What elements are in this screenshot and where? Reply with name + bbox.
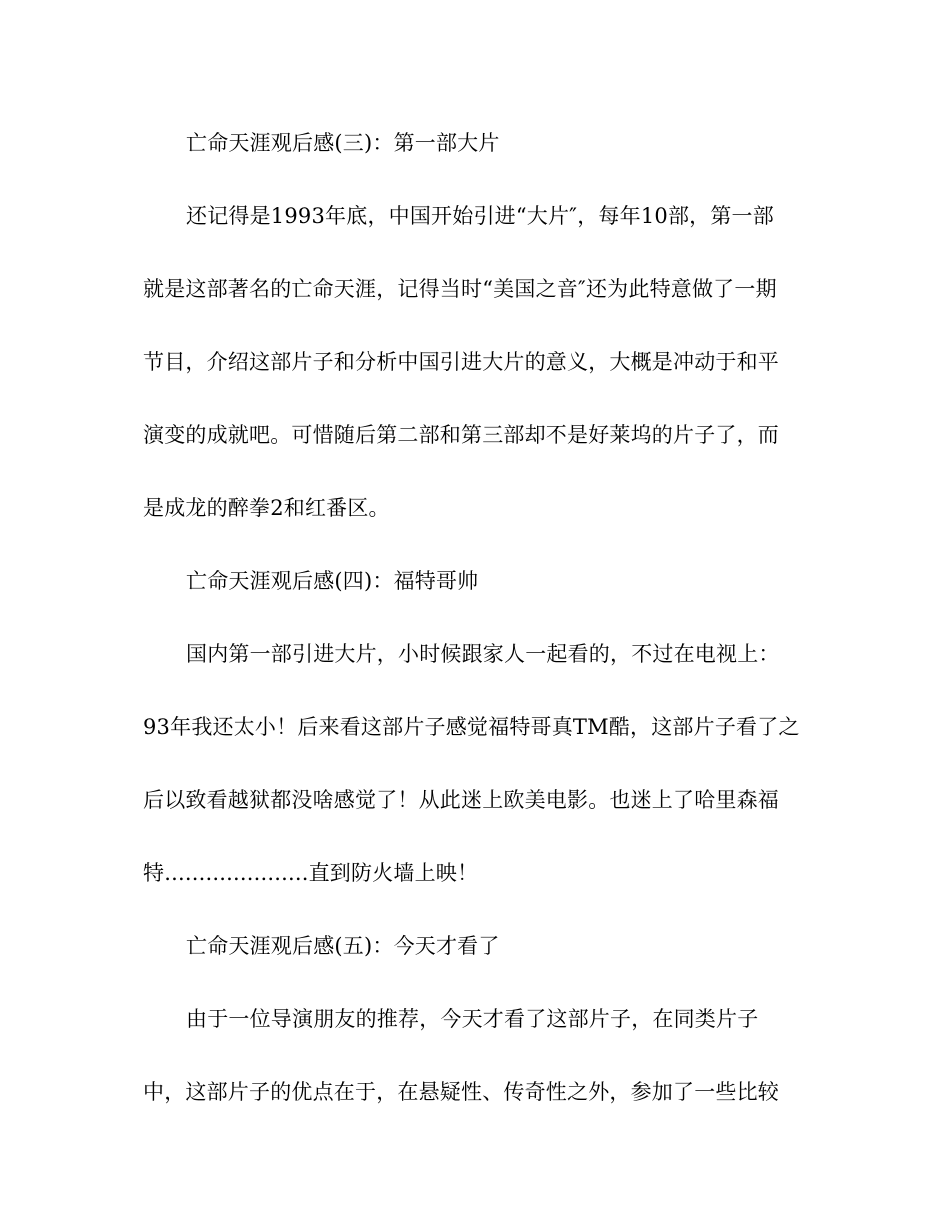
paragraph-line: 国内第一部引进大片，小时候跟家人一起看的，不过在电视上： [186,642,780,666]
paragraph-line: 93年我还太小！后来看这部片子感觉福特哥真TM酷，这部片子看了之 [143,715,800,739]
paragraph-line: 节目，介绍这部片子和分析中国引进大片的意义，大概是冲动于和平 [143,350,779,374]
paragraph-line: 中，这部片子的优点在于，在悬疑性、传奇性之外，参加了一些比较 [143,1080,779,1104]
paragraph-line: 由于一位导演朋友的推荐，今天才看了这部片子，在同类片子 [186,1007,759,1031]
paragraph-line: 是成龙的醉拳2和红番区。 [143,496,390,520]
paragraph-line: 后以致看越狱都没啥感觉了！从此迷上欧美电影。也迷上了哈里森福 [143,788,779,812]
section-heading-4: 亡命天涯观后感(四)：福特哥帅 [186,569,479,593]
paragraph-line: 就是这部著名的亡命天涯，记得当时“美国之音″还为此特意做了一期 [143,277,777,301]
paragraph-line: 还记得是1993年底，中国开始引进“大片″，每年10部，第一部 [186,204,774,228]
paragraph-line: 演变的成就吧。可惜随后第二部和第三部却不是好莱坞的片子了，而 [143,423,779,447]
section-heading-5: 亡命天涯观后感(五)：今天才看了 [186,934,500,958]
section-heading-3: 亡命天涯观后感(三)：第一部大片 [186,131,500,155]
paragraph-line: 特.....................直到防火墙上映！ [143,861,479,885]
